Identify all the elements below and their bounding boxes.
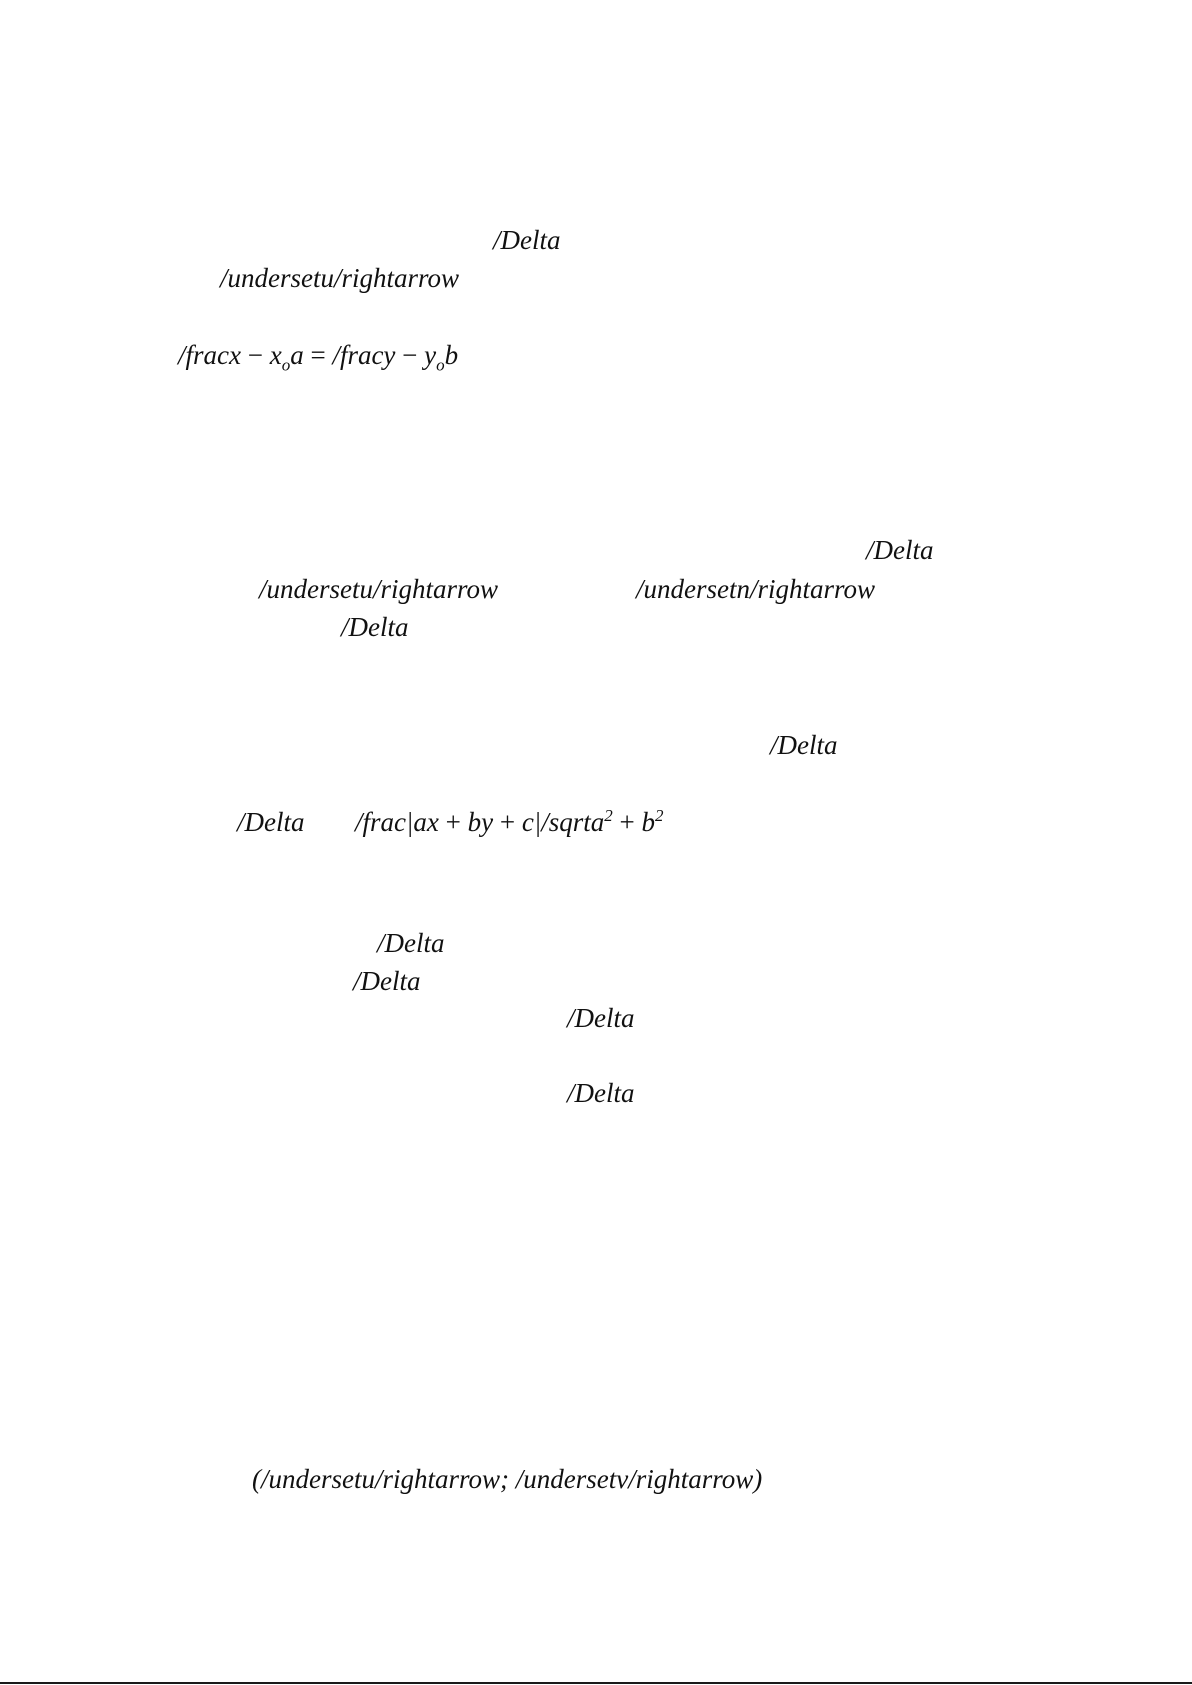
equals-operator: = xyxy=(310,340,326,370)
plus-operator: + xyxy=(619,807,635,837)
frac-abs-ax-term: /frac|ax xyxy=(355,807,439,837)
line-equation-symmetric xyxy=(178,339,459,375)
delta-symbol: /Delta xyxy=(866,535,934,565)
vector-pair-notation: (/undersetu/rightarrow; /undersetv/rightarrow) xyxy=(252,1464,763,1494)
plus-operator: + xyxy=(499,807,516,837)
minus-operator: − xyxy=(402,340,418,370)
distance-formula xyxy=(355,806,664,838)
delta-symbol: /Delta xyxy=(493,225,561,255)
x-zero-term: $x_o$ xyxy=(269,340,291,375)
plus-operator: + xyxy=(445,807,461,837)
delta-symbol: /Delta xyxy=(341,612,409,642)
delta-symbol: /Delta xyxy=(770,730,838,760)
vector-n-notation: /undersetn/rightarrow xyxy=(636,574,876,604)
sqrt-a-squared-term: c|/sqrta$^2$ xyxy=(521,806,613,837)
frac-x-term: /fracx xyxy=(178,340,241,370)
a-term: a xyxy=(290,340,304,370)
vector-u-notation: /undersetu/rightarrow xyxy=(220,263,460,293)
minus-operator: − xyxy=(247,340,263,370)
b-squared-term: $b^2$ xyxy=(641,806,664,837)
delta-symbol: /Delta xyxy=(567,1003,635,1033)
frac-y-term: /fracy xyxy=(332,340,396,370)
delta-symbol: /Delta xyxy=(237,807,305,837)
vector-u-notation: /undersetu/rightarrow xyxy=(259,574,499,604)
delta-symbol: /Delta xyxy=(567,1078,635,1108)
delta-symbol: /Delta xyxy=(353,966,421,996)
page-bottom-rule xyxy=(0,1682,1192,1684)
by-term: by xyxy=(467,807,494,837)
delta-symbol: /Delta xyxy=(377,928,445,958)
y-zero-term: $y_o$ xyxy=(424,340,445,375)
b-term: b xyxy=(444,340,459,370)
